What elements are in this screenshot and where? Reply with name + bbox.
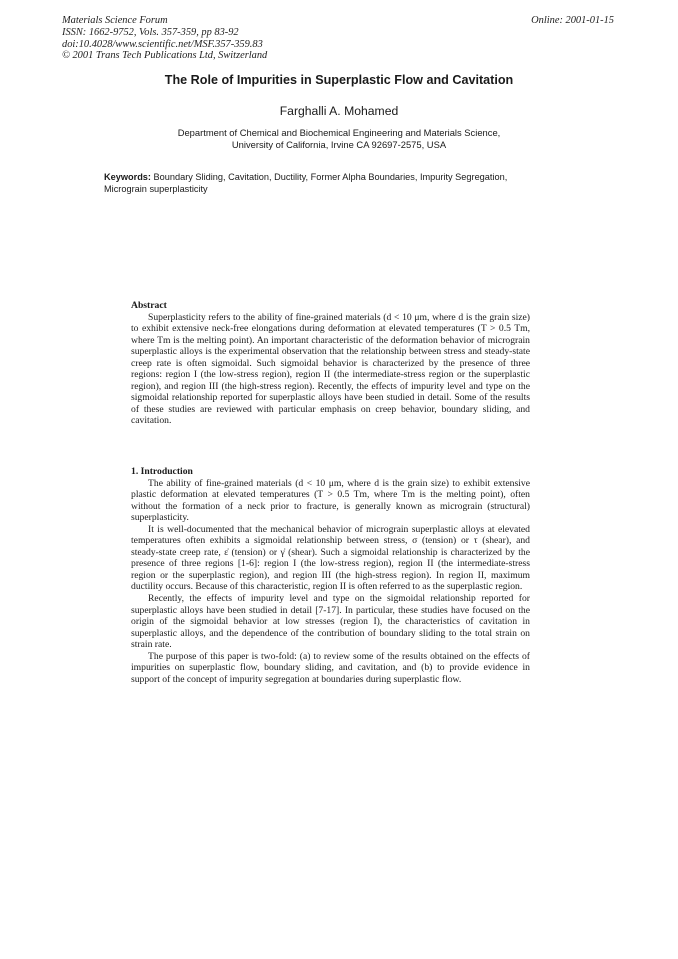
issn-line: ISSN: 1662-9752, Vols. 357-359, pp 83-92 [62, 26, 239, 38]
journal-citation-header [62, 15, 267, 62]
author-name: Farghalli A. Mohamed [279, 104, 399, 118]
affiliation-line: University of California, Irvine CA 92697-2575, USA [231, 138, 447, 150]
introduction-section [131, 466, 530, 685]
doi-line: doi:10.4028/www.scientific.net/MSF.357-359.83 [62, 38, 263, 50]
copyright-line: © 2001 Trans Tech Publications Ltd, Switzerland [62, 50, 268, 62]
online-date: Online: 2001-01-15 [531, 15, 614, 26]
introduction-heading: 1. Introduction [131, 466, 193, 477]
keywords [104, 171, 524, 196]
keywords-text: Boundary Sliding, Cavitation, Ductility, Former Alpha Boundaries, Impurity Segregation, Micrograin superplasticity [104, 172, 508, 195]
abstract-section [131, 300, 530, 427]
abstract-heading: Abstract [131, 300, 167, 311]
intro-paragraph: It is well-documented that the mechanical behavior of micrograin superplastic alloys at elevated temperatures often exhibits a sigmoidal relationship between stress, σ (tension) or τ (shear), and steady-state creep rate, ε̇ (tension) or γ̇ (shear). Such a sigmoidal relationship is characterized by the presence of three regions [1-6]: region I (the low-stress region), region II (the intermediate-stress region or the superplastic region), and region III (the high-stress region). In region II, maximum ductility occurs. Because of this characteristic, region II is often referred to as the superplastic region. [131, 523, 530, 593]
abstract-paragraph: Superplasticity refers to the ability of fine-grained materials (d < 10 μm, where d is the grain size) to exhibit extensive neck-free elongations during deformation at elevated temperatures (T > 0.5 Tm, where Tm is the melting point). An important characteristic of the deformation behavior of micrograin superplastic alloys is the experimental observation that the relationship between stress and steady-state creep rate is often sigmoidal. Such sigmoidal behavior is characterized by the presence of three regions: region I (the low-stress region), region II (the intermediate-stress region or the superplastic region), and region III (the high-stress region). Recently, the effects of impurity level and type on the sigmoidal relationship reported for superplastic alloys have been studied in detail. Some of the results of these studies are reviewed with particular emphasis on creep behavior, boundary sliding, and cavitation. [131, 311, 530, 427]
paper-title: The Role of Impurities in Superplastic Flow and Cavitation [164, 73, 514, 87]
affiliation-line: Department of Chemical and Biochemical Engineering and Materials Science, [177, 127, 501, 138]
intro-paragraph: The ability of fine-grained materials (d < 10 μm, where d is the grain size) to exhibit extensive plastic deformation at elevated temperatures (T > 0.5 Tm, where Tm is the melting point), often without the formation of a neck prior to fracture, is generally known as micrograin (structural) superplasticity. [131, 477, 530, 524]
intro-paragraph: Recently, the effects of impurity level and type on the sigmoidal relationship reported for superplastic alloys have been studied in detail [7-17]. In particular, these studies have focused on the origin of the sigmoidal behavior at low stresses (region I), the characteristics of cavitation in superplastic alloys, and the dependence of the contribution of boundary sliding to the total strain on strain rate. [131, 593, 530, 651]
affiliation [0, 127, 678, 150]
keywords-label: Keywords: [104, 172, 151, 182]
journal-name: Materials Science Forum [62, 15, 168, 26]
intro-paragraph: The purpose of this paper is two-fold: (a) to review some of the results obtained on the effects of impurities on superplastic flow, boundary sliding, and cavitation, and (b) to provide evidence in support of the concept of impurity segregation at boundaries during superplastic flow. [131, 650, 530, 685]
